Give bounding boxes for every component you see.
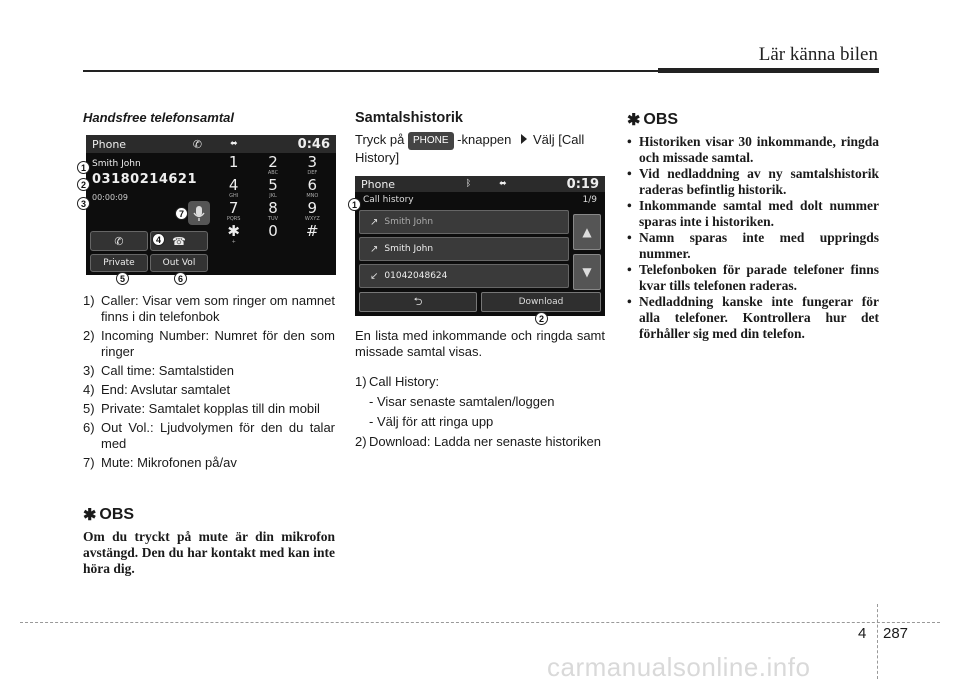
handset-icon: ✆	[192, 137, 203, 151]
footer-rule	[20, 622, 940, 623]
accept-call-button[interactable]	[90, 231, 148, 251]
mute-button[interactable]	[188, 201, 210, 225]
screen-status-bar	[86, 135, 336, 153]
callout-1: 1	[348, 198, 361, 211]
incoming-call-icon: ↙	[370, 270, 379, 282]
keypad-key[interactable]: 4 GHI	[228, 176, 239, 199]
list-item: 2) Download: Ladda ner senaste historiken	[355, 434, 601, 449]
sub-item: - Visar senaste samtalen/loggen	[369, 394, 555, 409]
list-item: 4) End: Avslutar samtalet	[83, 382, 231, 397]
phone-call-screen	[80, 135, 336, 284]
incoming-number: 03180214621	[92, 172, 197, 187]
callout-2: 2	[535, 312, 548, 325]
bluetooth-icon: ᛒ	[465, 179, 472, 189]
keypad-key[interactable]: 3 DEF	[307, 153, 318, 176]
obs-heading: ✱ OBS	[83, 506, 135, 524]
handsfree-item-list	[83, 293, 335, 471]
list-title: Call history	[363, 195, 414, 205]
asterisk-icon: ✱	[627, 112, 641, 129]
callout-6: 6	[174, 272, 187, 285]
dial-keypad	[214, 155, 332, 245]
watermark: carmanualsonline.info	[547, 652, 811, 682]
outgoing-call-icon: ↗	[370, 243, 379, 255]
missed-call-icon: ↗	[370, 216, 379, 228]
history-description: En lista med inkommande och ringda samt missade samtal visas.	[355, 328, 605, 359]
usb-icon: ⬌	[230, 139, 238, 149]
history-function-list	[355, 374, 605, 450]
arrow-right-icon	[521, 134, 527, 144]
list-item: 6) Out Vol.: Ljudvolymen för den du talar med	[83, 420, 335, 451]
keypad-key[interactable]: 7 PQRS	[226, 199, 241, 222]
clock-time: 0:19	[566, 176, 599, 192]
triangle-up-icon: ▲	[582, 225, 592, 239]
keypad-key[interactable]: 5 JKL	[268, 176, 278, 199]
keypad-key[interactable]: 6 MNO	[306, 176, 319, 199]
private-button[interactable]	[90, 254, 148, 272]
chapter-number: 4	[858, 625, 867, 642]
out-vol-button-label: Out Vol	[162, 258, 196, 268]
keypad-key[interactable]: 2 ABC	[267, 153, 279, 176]
section-title: Samtalshistorik	[355, 110, 463, 126]
history-row[interactable]: ↗ Smith John	[359, 210, 569, 234]
obs-heading: ✱ OBS	[627, 111, 679, 129]
section-subtitle: Handsfree telefonsamtal	[83, 110, 234, 125]
screen-app-name: Phone	[92, 137, 127, 151]
keypad-key[interactable]: 9 WXYZ	[304, 199, 320, 222]
callout-5: 5	[116, 272, 129, 285]
header-rule-accent	[658, 68, 879, 73]
list-item: • Historiken visar 30 inkommande, ringda och missade samtal.	[627, 134, 879, 165]
usb-icon: ⬌	[499, 179, 507, 189]
handset-answer-icon: ✆	[114, 234, 124, 248]
list-item: 1) Call History:	[355, 374, 440, 389]
scroll-up-button[interactable]	[573, 214, 601, 250]
call-history-screen	[351, 176, 605, 324]
list-header	[355, 192, 605, 208]
page-indicator: 1/9	[582, 195, 597, 205]
column-obs	[627, 110, 879, 342]
back-arrow-icon: ⮌	[413, 294, 423, 308]
list-item: 5) Private: Samtalet kopplas till din mobil	[83, 401, 320, 416]
keypad-key[interactable]: 0	[268, 222, 278, 240]
screen-status-bar	[355, 176, 605, 192]
screen-app-name: Phone	[361, 177, 396, 191]
download-button[interactable]: Download	[481, 292, 601, 312]
asterisk-icon: ✱	[83, 507, 97, 524]
obs-note	[83, 505, 335, 577]
obs-bullet-list	[627, 134, 879, 342]
scroll-down-button[interactable]	[573, 254, 601, 290]
call-time: 00:00:09	[92, 193, 128, 202]
list-item: • Telefonboken för parade telefoner finns kvar tills telefonen raderas.	[627, 262, 879, 293]
history-row[interactable]: ↙ 01042048624	[359, 264, 569, 288]
list-item: • Vid nedladdning av ny samtalshistorik raderas befintlig historik.	[627, 166, 879, 197]
page-header-title: Lär känna bilen	[758, 44, 878, 65]
list-item: 7) Mute: Mikrofonen på/av	[83, 455, 237, 470]
list-item: • Nedladdning kanske inte fungerar för alla telefoner. Kontrollera hur det förhåller sig med din telefon.	[627, 294, 879, 341]
list-item: • Namn sparas inte med uppringds nummer.	[627, 230, 879, 261]
private-button-label: Private	[103, 258, 135, 268]
callout-4: 4	[152, 233, 165, 246]
microphone-icon	[188, 201, 210, 225]
column-handsfree	[80, 110, 335, 577]
callout-1: 1	[77, 161, 90, 174]
caller-info	[92, 159, 208, 202]
keypad-key[interactable]: 1	[228, 153, 239, 171]
callout-3: 3	[77, 197, 90, 210]
column-call-history	[351, 110, 605, 450]
history-row[interactable]: ↗ Smith John	[359, 237, 569, 261]
list-item: 3) Call time: Samtalstiden	[83, 363, 234, 378]
list-item: • Inkommande samtal med dolt nummer sparas inte i historiken.	[627, 198, 879, 229]
keypad-key[interactable]: ✱ +	[227, 222, 240, 245]
caller-name: Smith John	[92, 159, 141, 169]
call-timer: 0:46	[297, 136, 330, 152]
handset-hangup-icon: ☎	[172, 234, 186, 248]
sub-item: - Välj för att ringa upp	[369, 414, 494, 429]
out-vol-button[interactable]	[150, 254, 208, 272]
obs-text: Om du tryckt på mute är din mikrofon avstängd. Den du har kontakt med kan inte höra dig.	[83, 529, 335, 576]
phone-key-badge: PHONE	[408, 132, 454, 150]
list-item: 1) Caller: Visar vem som ringer om namnet finns i din telefonbok	[83, 293, 335, 324]
list-item: 2) Incoming Number: Numret för den som ringer	[83, 328, 335, 359]
callout-7: 7	[175, 207, 188, 220]
page-number: 287	[883, 625, 909, 642]
intro-text: Tryck på PHONE -knappen Välj [Call History]	[355, 132, 585, 165]
triangle-down-icon: ▼	[582, 265, 592, 279]
footer-divider	[877, 604, 878, 679]
keypad-key[interactable]: 8 TUV	[267, 199, 279, 222]
callout-2: 2	[77, 178, 90, 191]
keypad-key[interactable]: #	[306, 222, 319, 240]
back-button[interactable]	[359, 292, 477, 312]
